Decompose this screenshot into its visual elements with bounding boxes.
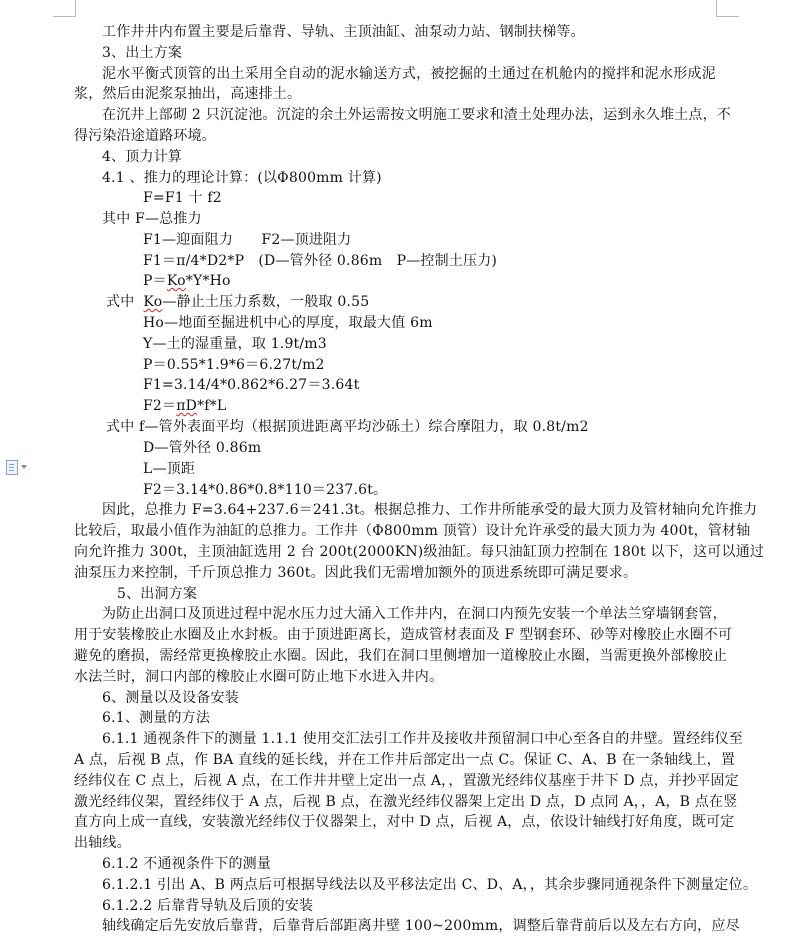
section-heading: 4、顶力计算 <box>102 149 183 165</box>
formula-line: F=F1 十 f2 <box>143 190 222 206</box>
paragraph-line: 得污染沿途道路环境。 <box>74 128 216 144</box>
paragraph-line: A 点，后视 B 点，作 BA 直线的延长线，并在工作井后部定出一点 C。保证 C、A、B 在一条轴线上，置 <box>74 752 736 768</box>
paragraph-line: 直方向上成一直线，安装激光经纬仪于仪器架上，对中 D 点，后视 A，点，依设计轴线打好角度，既可定 <box>74 814 735 830</box>
subsection-heading: 6.1、测量的方法 <box>102 710 211 726</box>
formula-text: *Υ*Ho <box>185 273 231 289</box>
label-text: 式中 <box>106 294 135 310</box>
paragraph-line: 经纬仪在 C 点上，后视 A 点，在工作井井壁上定出一点 A，，置激光经纬仪基座于井下 D 点，并抄平固定 <box>74 773 739 789</box>
formula-line: F1＝π/4*D2*P (D—管外径 0.86m P—控制土压力) <box>143 253 498 269</box>
paragraph-line: 用于安装橡胶止水圈及止水封板。由于顶进距离长，造成管材表面及 F 型钢套环、砂等对橡胶止水圈不可 <box>74 627 733 643</box>
formula-text: *f*L <box>197 398 227 414</box>
section-heading: 6、测量以及设备安装 <box>102 690 239 706</box>
formula-line: F1—迎面阻力 F2—顶进阻力 <box>143 232 352 248</box>
paragraph-line: Ho—地面至掘进机中心的厚度，取最大值 6m <box>143 315 433 331</box>
formula-line: F1=3.14/4*0.862*6.27＝3.64t <box>143 377 360 393</box>
paragraph-line: 为防止出洞口及顶进过程中泥水压力过大涌入工作井内，在洞口内预先安装一个单法兰穿墙钢套管， <box>102 606 727 622</box>
formula-line: F2＝3.14*0.86*0.8*110＝237.6t。 <box>143 482 388 498</box>
paragraph-line: 6.1.1 通视条件下的测量 1.1.1 使用交汇法引工作井及接收井预留洞口中心至各自的井壁。置经纬仪至 <box>102 731 743 747</box>
formula-line <box>143 396 226 416</box>
paragraph-line: 轴线确定后先安放后靠背，后靠背后部距离井壁 100~200mm，调整后靠背前后以及左右方向，应尽 <box>102 918 740 934</box>
document-icon <box>6 460 18 475</box>
subsection-heading: 6.1.2.2 后靠背导轨及后顶的安装 <box>102 898 314 914</box>
paragraph-line: 出轴线。 <box>74 835 131 851</box>
paragraph-line: 其中 F—总推力 <box>102 211 202 227</box>
paragraph-line: 因此，总推力 F=3.64+237.6＝241.3t。根据总推力、工作井所能承受的最大顶力及管材轴向允许推力 <box>102 502 758 518</box>
paragraph-line: 油泵压力来控制，千斤顶总推力 360t。因此我们无需增加额外的顶进系统即可满足要求。 <box>74 565 638 581</box>
paragraph-line: 比较后，取最小值作为油缸的总推力。工作井（Φ800mm 顶管）设计允许承受的最大顶力为 400t，管材轴 <box>74 523 751 539</box>
page-corner-mark-left <box>53 0 76 17</box>
formula-text: F2＝ <box>143 398 177 414</box>
paragraph-line: Υ—土的湿重量，取 1.9t/m3 <box>143 336 327 352</box>
paragraph-line <box>106 292 369 312</box>
section-heading: 5、出洞方案 <box>117 586 198 602</box>
page-corner-mark-right <box>716 0 739 17</box>
paragraph-line: 泥水平衡式顶管的出土采用全自动的泥水输送方式，被挖掘的土通过在机舱内的搅拌和泥水形成泥 <box>102 66 716 82</box>
section-heading: 3、出土方案 <box>102 45 183 61</box>
paragraph-line: 避免的磨损，需经常更换橡胶止水圈。因此，我们在洞口里侧增加一道橡胶止水圈，当需更换外部橡胶止 <box>74 648 728 664</box>
chevron-down-icon <box>21 465 27 469</box>
formula-line: P＝0.55*1.9*6＝6.27t/m2 <box>143 357 325 373</box>
spellcheck-word: Ko <box>143 294 163 310</box>
paragraph-line: D—管外径 0.86m <box>143 440 262 456</box>
document-comment-icon[interactable] <box>6 459 34 475</box>
paragraph-line: 6.1.2.1 引出 A、B 两点后可根据导线法以及平移法定出 C、D、A，，其余步骤同通视条件下测量定位。 <box>102 877 758 893</box>
subsection-heading: 6.1.2 不通视条件下的测量 <box>102 856 272 872</box>
spellcheck-word: πD <box>176 398 198 414</box>
paragraph-line: 工作井井内布置主要是后靠背、导轨、主顶油缸、油泵动力站、钢制扶梯等。 <box>102 24 585 40</box>
paragraph-line: 在沉井上部砌 2 只沉淀池。沉淀的余土外运需按文明施工要求和渣土处理办法，运到永久堆土点，不 <box>102 107 732 123</box>
paragraph-line: 激光经纬仪架，置经纬仪于 A 点，后视 B 点，在激光经纬仪器架上定出 D 点，D 点同 A，，A，B 点在竖 <box>74 794 738 810</box>
formula-text: P＝ <box>143 273 167 289</box>
formula-line <box>143 271 231 291</box>
spellcheck-word: Ko <box>166 273 186 289</box>
paragraph-line: 式中 f—管外表面平均（根据顶进距离平均沙砾土）综合摩阻力，取 0.8t/m2 <box>106 419 589 435</box>
paragraph-line: 水法兰时，洞口内部的橡胶止水圈可防止地下水进入井内。 <box>74 669 444 685</box>
paragraph-line: 向允许推力 300t，主顶油缸选用 2 台 200t(2000KN)级油缸。每只油缸顶力控制在 180t 以下，这可以通过 <box>74 544 765 560</box>
paragraph-line: L—顶距 <box>143 461 196 477</box>
paragraph-text: —静止土压力系数，一般取 0.55 <box>162 294 370 310</box>
paragraph-line: 浆，然后由泥浆泵抽出，高速排土。 <box>74 86 302 102</box>
subsection-heading: 4.1 、推力的理论计算：(以Φ800mm 计算) <box>102 170 382 186</box>
